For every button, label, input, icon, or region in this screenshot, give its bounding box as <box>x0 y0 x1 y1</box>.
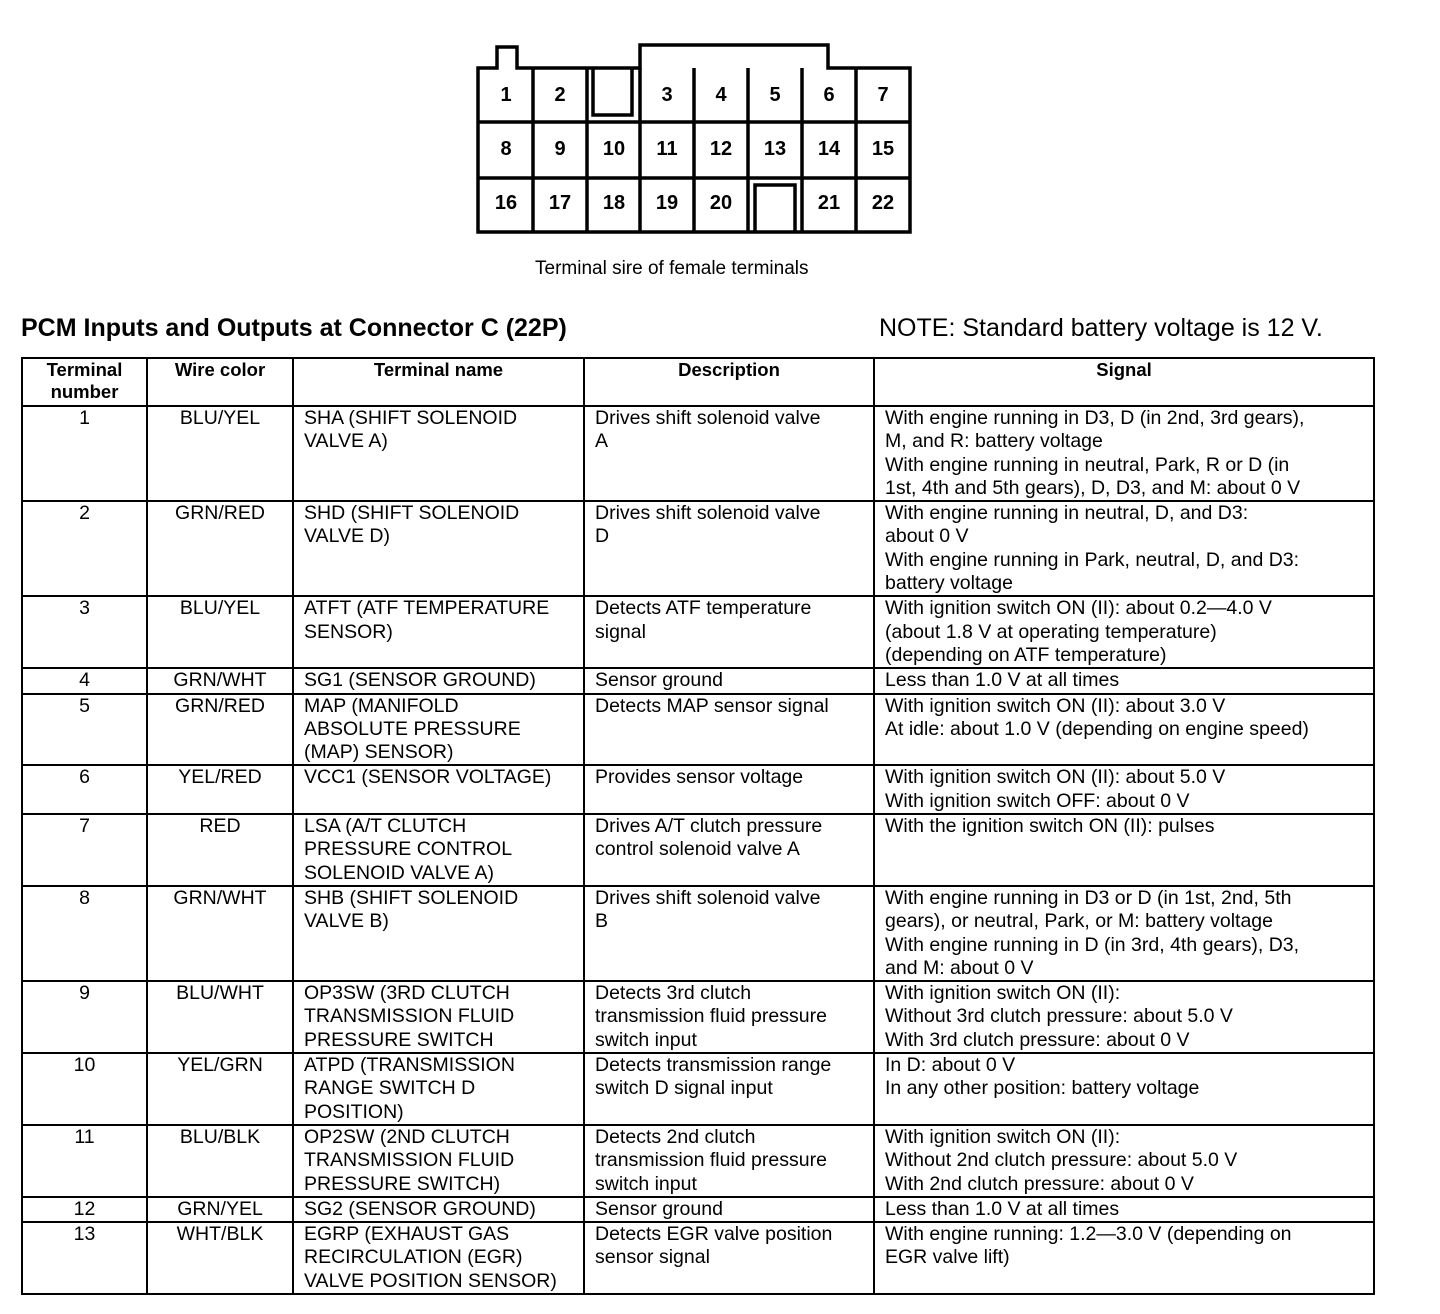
wire-color-cell: BLU/WHT <box>147 981 293 1053</box>
signal-cell-line: 1st, 4th and 5th gears), D, D3, and M: about 0 V <box>885 476 1301 499</box>
header-wire-color: Wire color <box>147 358 293 406</box>
description-cell-line: control solenoid valve A <box>595 838 800 861</box>
description-cell-line: switch input <box>595 1028 697 1051</box>
terminal-name-cell-line: TRANSMISSION FLUID <box>304 1005 515 1028</box>
signal-cell-line: With 3rd clutch pressure: about 0 V <box>885 1028 1190 1051</box>
terminal-label: 3 <box>661 84 673 106</box>
io-table <box>21 357 1375 1295</box>
terminal-name-cell <box>293 1125 584 1197</box>
terminal-label: 21 <box>817 192 841 214</box>
terminal-name-cell <box>293 406 584 501</box>
description-cell-line: A <box>595 430 609 453</box>
header-number-line: number <box>50 381 119 402</box>
terminal-number-cell: 2 <box>22 501 147 596</box>
signal-cell-line: Without 2nd clutch pressure: about 5.0 V <box>885 1149 1238 1172</box>
terminal-name-cell <box>293 1222 584 1294</box>
terminal-name-cell-line: LSA (A/T CLUTCH <box>304 815 467 838</box>
terminal-name-cell-line: VALVE D) <box>304 525 390 548</box>
description-cell <box>584 694 874 766</box>
description-cell-line: transmission fluid pressure <box>595 1149 827 1172</box>
terminal-label: 10 <box>602 138 626 160</box>
terminal-name-cell-line: PRESSURE SWITCH) <box>304 1172 501 1195</box>
table-row <box>22 668 1374 693</box>
terminal-name-cell-line: TRANSMISSION FLUID <box>304 1149 515 1172</box>
terminal-number-cell: 7 <box>22 814 147 886</box>
terminal-name-cell-line: VCC1 (SENSOR VOLTAGE) <box>304 766 552 789</box>
terminal-name-cell-line: (MAP) SENSOR) <box>304 741 454 764</box>
terminal-name-cell-line: SOLENOID VALVE A) <box>304 861 495 884</box>
terminal-name-cell <box>293 1053 584 1125</box>
description-cell-line: Drives shift solenoid valve <box>595 502 821 525</box>
signal-cell-line: (about 1.8 V at operating temperature) <box>885 620 1217 643</box>
wire-color-cell: GRN/RED <box>147 501 293 596</box>
signal-cell <box>874 596 1374 668</box>
header-terminal-name: Terminal name <box>293 358 584 406</box>
terminal-label: 19 <box>655 192 679 214</box>
table-body <box>22 406 1374 1294</box>
connector-caption: Terminal sire of female terminals <box>535 258 809 279</box>
table-row <box>22 1222 1374 1294</box>
terminal-name-cell-line: PRESSURE CONTROL <box>304 838 513 861</box>
terminal-name-cell-line: RANGE SWITCH D <box>304 1077 476 1100</box>
description-cell <box>584 765 874 814</box>
terminal-label: 1 <box>500 84 512 106</box>
signal-cell-line: With ignition switch ON (II): <box>885 1125 1121 1148</box>
description-cell <box>584 1053 874 1125</box>
description-cell-line: transmission fluid pressure <box>595 1005 827 1028</box>
wire-color-cell: GRN/YEL <box>147 1197 293 1222</box>
header-terminal-line: Terminal <box>46 359 123 380</box>
wire-color-cell: BLU/BLK <box>147 1125 293 1197</box>
signal-cell-line: With ignition switch ON (II): about 3.0 V <box>885 694 1226 717</box>
terminal-name-cell <box>293 886 584 981</box>
table-row <box>22 596 1374 668</box>
signal-cell-line: gears), or neutral, Park, or M: battery voltage <box>885 910 1274 933</box>
description-cell-line: Drives A/T clutch pressure <box>595 815 823 838</box>
terminal-number-cell: 3 <box>22 596 147 668</box>
bottom-key-notch <box>755 185 795 232</box>
terminal-label: 2 <box>554 84 566 106</box>
terminal-label: 11 <box>656 138 678 160</box>
signal-cell-line: about 0 V <box>885 525 969 548</box>
terminal-label: 7 <box>877 84 889 106</box>
terminal-label: 16 <box>494 192 518 214</box>
terminal-label: 12 <box>709 138 733 160</box>
wire-color-cell: YEL/GRN <box>147 1053 293 1125</box>
signal-cell-line: With engine running in D3 or D (in 1st, 2nd, 5th <box>885 886 1292 909</box>
signal-cell-line: With engine running in D3, D (in 2nd, 3rd gears), <box>885 407 1305 429</box>
terminal-name-cell <box>293 596 584 668</box>
terminal-name-cell-line: OP2SW (2ND CLUTCH <box>304 1125 510 1148</box>
signal-cell-line: With the ignition switch ON (II): pulses <box>885 815 1215 838</box>
description-cell-line: Drives shift solenoid valve <box>595 886 821 909</box>
signal-cell-line: With 2nd clutch pressure: about 0 V <box>885 1172 1194 1195</box>
table-row <box>22 886 1374 981</box>
description-cell-line: Drives shift solenoid valve <box>595 407 821 429</box>
signal-cell <box>874 668 1374 693</box>
signal-cell-line: With ignition switch OFF: about 0 V <box>885 789 1190 812</box>
signal-cell-line: (depending on ATF temperature) <box>885 643 1167 666</box>
wire-color-cell: RED <box>147 814 293 886</box>
signal-cell <box>874 1053 1374 1125</box>
terminal-number-cell: 4 <box>22 668 147 693</box>
table-row <box>22 981 1374 1053</box>
terminal-name-cell-line: ATPD (TRANSMISSION <box>304 1054 515 1077</box>
signal-cell-line: Without 3rd clutch pressure: about 5.0 V <box>885 1005 1233 1028</box>
terminal-name-cell <box>293 1197 584 1222</box>
terminal-number-cell: 8 <box>22 886 147 981</box>
terminal-name-cell <box>293 668 584 693</box>
terminal-label: 4 <box>715 84 727 106</box>
description-cell-line: sensor signal <box>595 1246 710 1269</box>
table-row <box>22 501 1374 596</box>
signal-cell-line: battery voltage <box>885 572 1013 595</box>
description-cell-line: Sensor ground <box>595 669 723 692</box>
description-cell-line: Detects transmission range <box>595 1054 832 1077</box>
terminal-name-cell <box>293 694 584 766</box>
terminal-name-cell-line: SHD (SHIFT SOLENOID <box>304 502 520 525</box>
description-cell <box>584 406 874 501</box>
terminal-name-cell-line: SG1 (SENSOR GROUND) <box>304 669 536 692</box>
wire-color-cell: GRN/RED <box>147 694 293 766</box>
terminal-number-cell: 1 <box>22 406 147 501</box>
terminal-name-cell-line: POSITION) <box>304 1100 404 1123</box>
description-cell <box>584 1125 874 1197</box>
signal-cell-line: With engine running in neutral, D, and D3: <box>885 502 1249 525</box>
terminal-name-cell-line: RECIRCULATION (EGR) <box>304 1246 523 1269</box>
page-title: PCM Inputs and Outputs at Connector C (22P) <box>21 314 567 342</box>
terminal-name-cell-line: VALVE POSITION SENSOR) <box>304 1269 557 1292</box>
terminal-name-cell-line: MAP (MANIFOLD <box>304 694 459 717</box>
voltage-note: NOTE: Standard battery voltage is 12 V. <box>879 314 1323 342</box>
signal-cell <box>874 1222 1374 1294</box>
description-cell <box>584 1222 874 1294</box>
signal-cell-line: M, and R: battery voltage <box>885 430 1103 453</box>
signal-cell-line: and M: about 0 V <box>885 956 1034 979</box>
signal-cell <box>874 981 1374 1053</box>
description-cell-line: Detects ATF temperature <box>595 597 812 620</box>
description-cell <box>584 596 874 668</box>
description-cell <box>584 668 874 693</box>
header-signal: Signal <box>874 358 1374 406</box>
terminal-name-cell-line: SENSOR) <box>304 620 393 643</box>
description-cell <box>584 981 874 1053</box>
terminal-number-cell: 11 <box>22 1125 147 1197</box>
signal-cell-line: EGR valve lift) <box>885 1246 1010 1269</box>
terminal-number-cell: 9 <box>22 981 147 1053</box>
terminal-label: 13 <box>763 138 787 160</box>
description-cell-line: Detects 2nd clutch <box>595 1125 756 1148</box>
header-row <box>22 358 1374 406</box>
description-cell-line: D <box>595 525 610 548</box>
signal-cell <box>874 886 1374 981</box>
description-cell-line: Sensor ground <box>595 1197 723 1220</box>
table-row <box>22 1197 1374 1222</box>
terminal-label: 20 <box>709 192 733 214</box>
terminal-label: 14 <box>817 138 841 160</box>
terminal-name-cell-line: PRESSURE SWITCH <box>304 1028 494 1051</box>
signal-cell-line: With engine running: 1.2—3.0 V (depending on <box>885 1223 1292 1246</box>
terminal-number-cell: 5 <box>22 694 147 766</box>
signal-cell <box>874 694 1374 766</box>
terminal-number-cell: 13 <box>22 1222 147 1294</box>
signal-cell-line: With ignition switch ON (II): about 5.0 V <box>885 766 1226 789</box>
terminal-label: 8 <box>500 138 512 160</box>
terminal-name-cell <box>293 814 584 886</box>
description-cell-line: switch D signal input <box>595 1077 773 1100</box>
description-cell-line: Detects 3rd clutch <box>595 982 752 1005</box>
terminal-name-cell-line: OP3SW (3RD CLUTCH <box>304 982 510 1005</box>
terminal-label: 6 <box>823 84 835 106</box>
terminal-name-cell <box>293 765 584 814</box>
terminal-label: 9 <box>554 138 566 160</box>
wire-color-cell: YEL/RED <box>147 765 293 814</box>
terminal-name-cell-line: EGRP (EXHAUST GAS <box>304 1223 510 1246</box>
wire-color-cell: GRN/WHT <box>147 668 293 693</box>
signal-cell <box>874 814 1374 886</box>
table-row <box>22 765 1374 814</box>
terminal-label: 15 <box>871 138 895 160</box>
signal-cell-line: In D: about 0 V <box>885 1054 1016 1077</box>
signal-cell-line: With ignition switch ON (II): <box>885 982 1121 1005</box>
wire-color-cell: BLU/YEL <box>147 406 293 501</box>
description-cell-line: Provides sensor voltage <box>595 766 804 789</box>
description-cell-line: signal <box>595 620 646 643</box>
description-cell <box>584 501 874 596</box>
terminal-name-cell-line: ATFT (ATF TEMPERATURE <box>304 597 550 620</box>
signal-cell-line: With engine running in D (in 3rd, 4th gears), D3, <box>885 933 1300 956</box>
terminal-label: 22 <box>871 192 895 214</box>
signal-cell-line: With engine running in Park, neutral, D, and D3: <box>885 548 1300 571</box>
description-cell <box>584 814 874 886</box>
terminal-label: 17 <box>548 192 572 214</box>
terminal-name-cell-line: ABSOLUTE PRESSURE <box>304 717 521 740</box>
top-key-notch <box>593 68 632 115</box>
terminal-name-cell <box>293 501 584 596</box>
signal-cell <box>874 406 1374 501</box>
table-row <box>22 694 1374 766</box>
signal-cell-line: Less than 1.0 V at all times <box>885 1197 1120 1220</box>
description-cell-line: switch input <box>595 1172 697 1195</box>
terminal-number-cell: 10 <box>22 1053 147 1125</box>
wire-color-cell: WHT/BLK <box>147 1222 293 1294</box>
wire-color-cell: BLU/YEL <box>147 596 293 668</box>
signal-cell <box>874 765 1374 814</box>
terminal-name-cell-line: SG2 (SENSOR GROUND) <box>304 1197 536 1220</box>
header-description: Description <box>584 358 874 406</box>
terminal-number-cell: 6 <box>22 765 147 814</box>
signal-cell-line: Less than 1.0 V at all times <box>885 669 1120 692</box>
terminal-name-cell-line: SHA (SHIFT SOLENOID <box>304 407 518 429</box>
table-row <box>22 406 1374 501</box>
terminal-name-cell-line: VALVE A) <box>304 430 388 453</box>
terminal-name-cell-line: SHB (SHIFT SOLENOID <box>304 886 519 909</box>
signal-cell-line: With engine running in neutral, Park, R or D (in <box>885 453 1290 476</box>
table-row <box>22 1125 1374 1197</box>
terminal-number-cell: 12 <box>22 1197 147 1222</box>
signal-cell <box>874 1197 1374 1222</box>
terminal-name-cell-line: VALVE B) <box>304 910 389 933</box>
table-row <box>22 1053 1374 1125</box>
signal-cell <box>874 1125 1374 1197</box>
connector-diagram <box>0 0 1440 250</box>
description-cell-line: Detects EGR valve position <box>595 1223 833 1246</box>
signal-cell-line: With ignition switch ON (II): about 0.2—4.0 V <box>885 597 1272 620</box>
description-cell-line: B <box>595 910 609 933</box>
signal-cell <box>874 501 1374 596</box>
description-cell-line: Detects MAP sensor signal <box>595 694 829 717</box>
description-cell <box>584 886 874 981</box>
table-row <box>22 814 1374 886</box>
terminal-label: 5 <box>769 84 781 106</box>
header-terminal-number <box>22 358 147 406</box>
description-cell <box>584 1197 874 1222</box>
terminal-label: 18 <box>602 192 626 214</box>
wire-color-cell: GRN/WHT <box>147 886 293 981</box>
signal-cell-line: In any other position: battery voltage <box>885 1077 1200 1100</box>
terminal-name-cell <box>293 981 584 1053</box>
signal-cell-line: At idle: about 1.0 V (depending on engine speed) <box>885 717 1309 740</box>
